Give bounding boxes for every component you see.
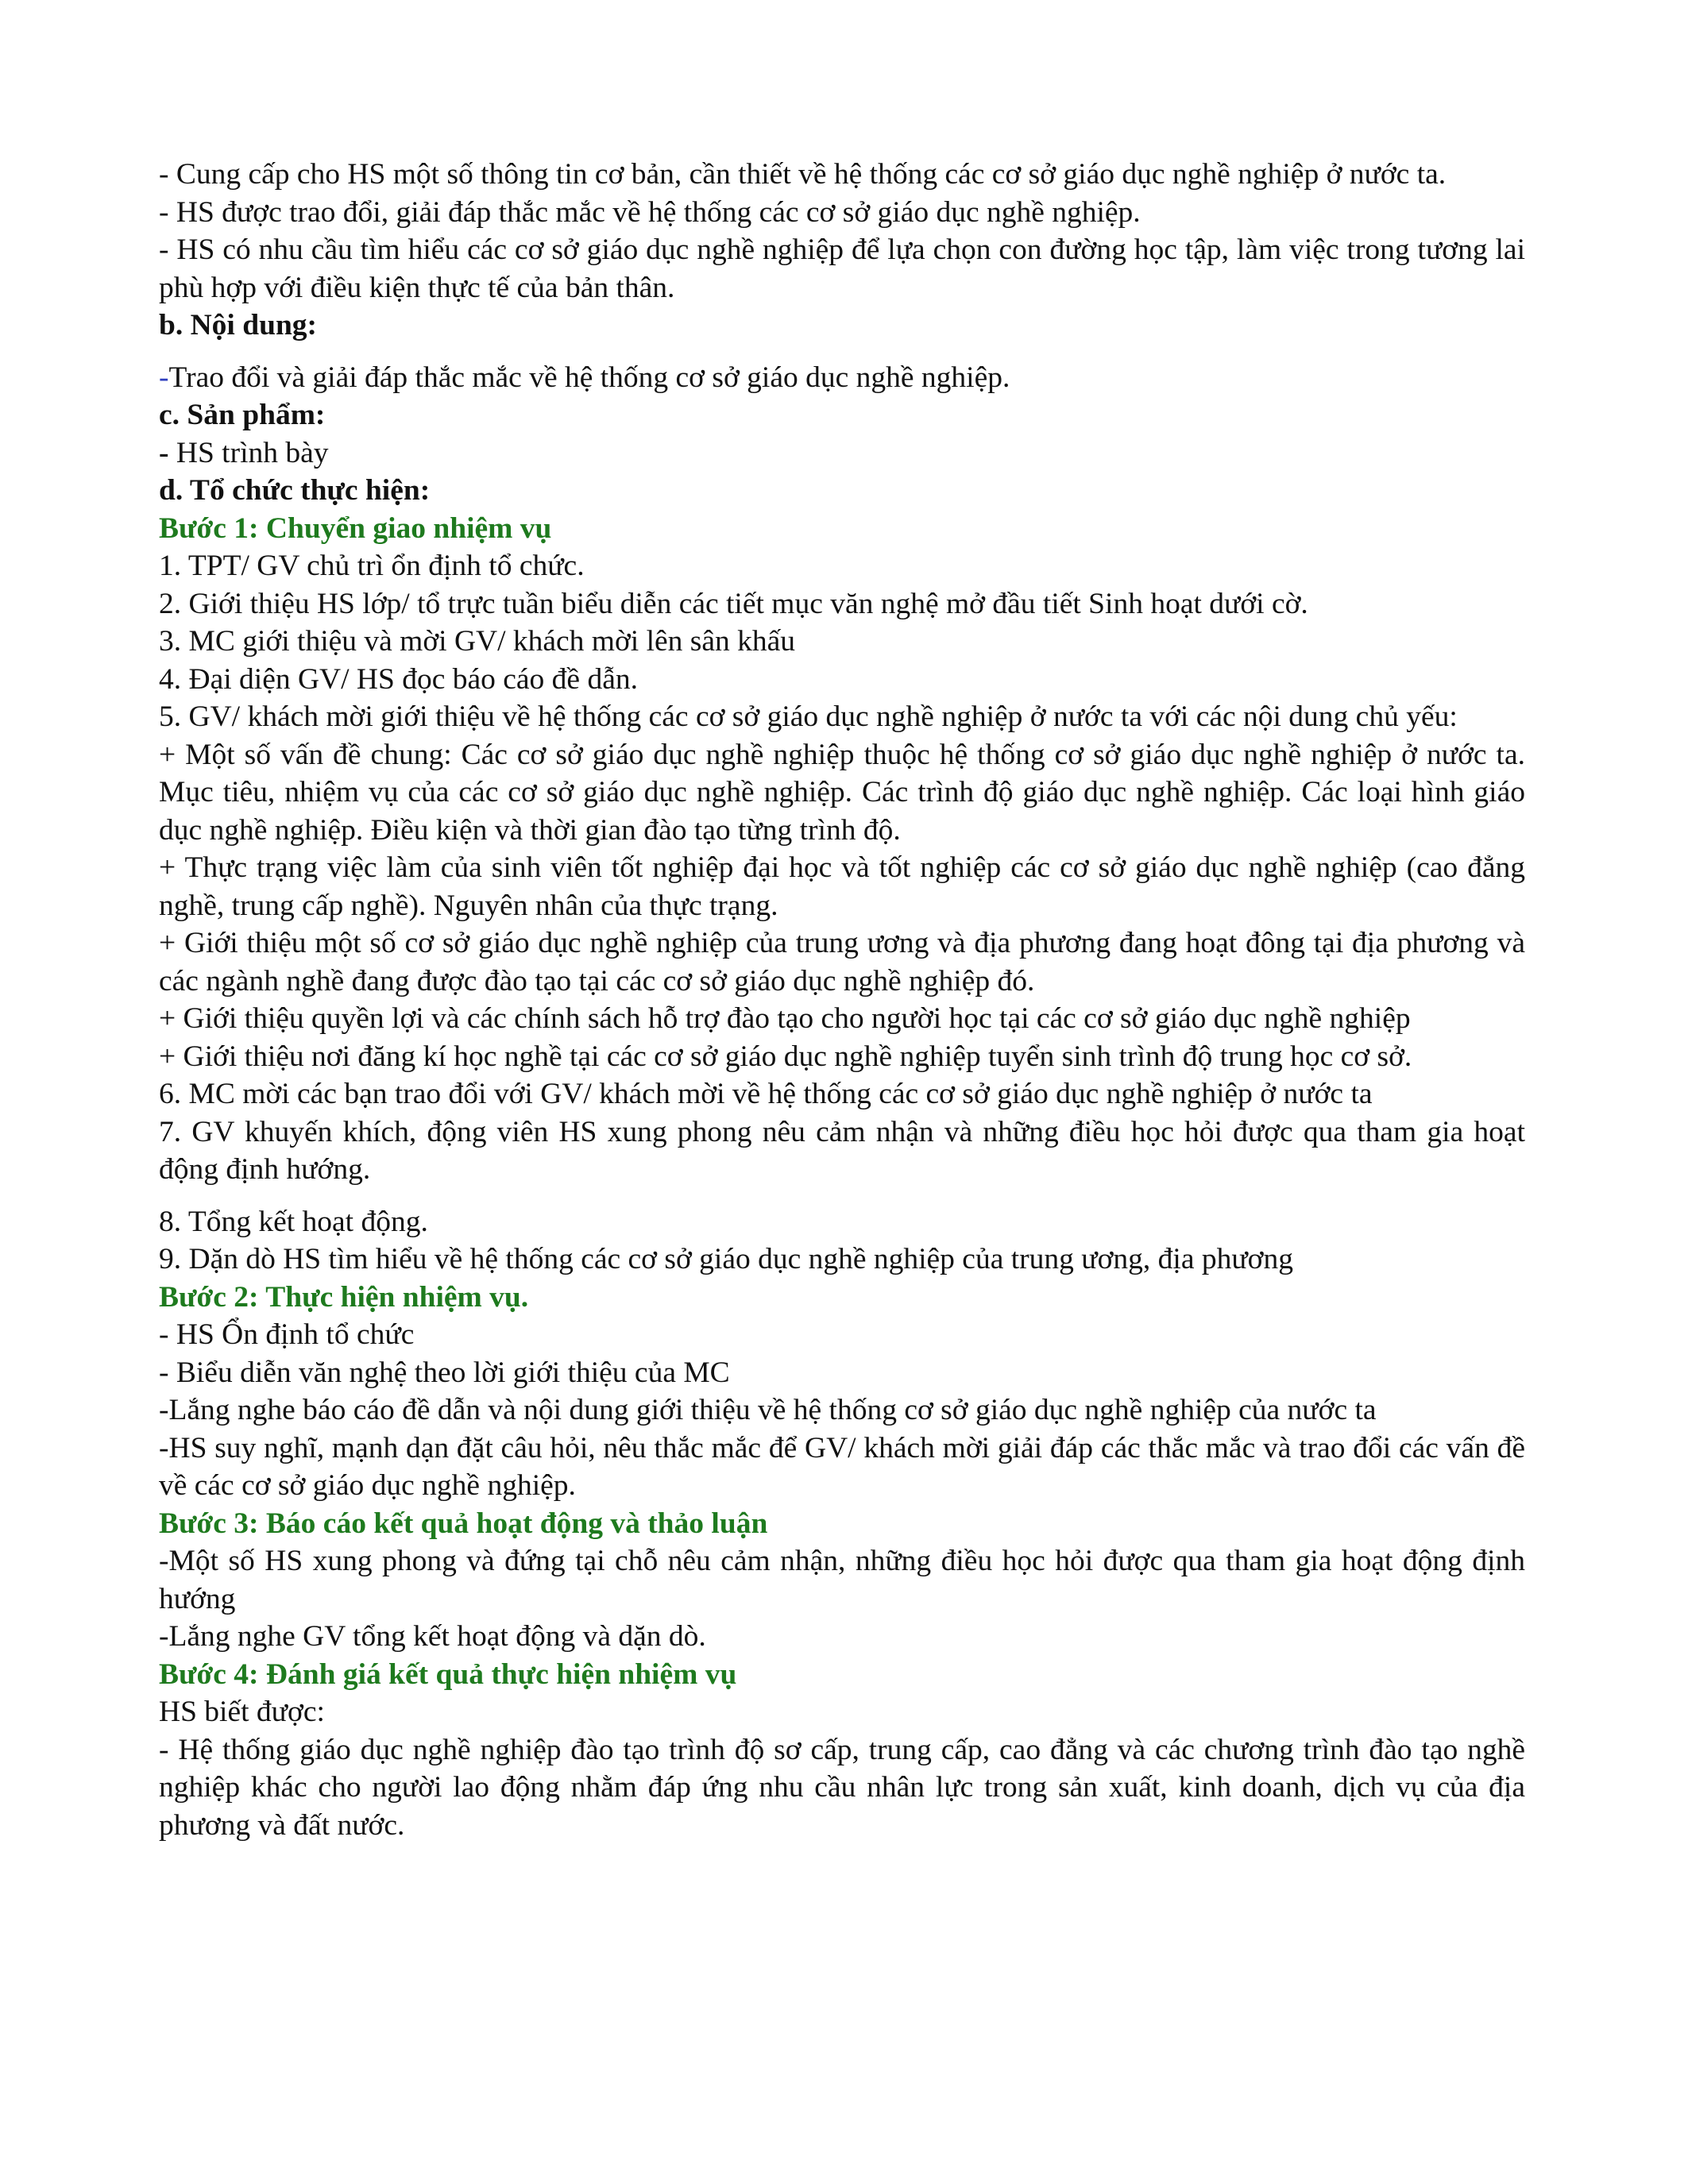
step1-item: 4. Đại diện GV/ HS đọc báo cáo đề dẫn. bbox=[159, 662, 638, 696]
product-text bbox=[159, 434, 1525, 473]
document-page bbox=[159, 156, 1525, 1844]
step1-item: 2. Giới thiệu HS lớp/ tổ trực tuần biểu diễn các tiết mục văn nghệ mở đầu tiết Sinh hoạt dưới cờ. bbox=[159, 587, 1308, 620]
step2-item: -HS suy nghĩ, mạnh dạn đặt câu hỏi, nêu thắc mắc để GV/ khách mời giải đáp các thắc mắc và trao đổi các vấn đề về các cơ sở giáo dục nghề nghiệp. bbox=[159, 1431, 1525, 1502]
step1-item: + Giới thiệu nơi đăng kí học nghề tại các cơ sở giáo dục nghề nghiệp tuyển sinh trình độ trung học cơ sở. bbox=[159, 1040, 1412, 1073]
content-dash: - bbox=[159, 361, 169, 394]
product-heading: c. Sản phẩm: bbox=[159, 399, 326, 431]
step4-item: HS biết được: bbox=[159, 1696, 325, 1728]
step1-item: + Giới thiệu quyền lợi và các chính sách hỗ trợ đào tạo cho người học tại các cơ sở giáo dục nghề nghiệp bbox=[159, 1002, 1411, 1035]
step2-item: -Lắng nghe báo cáo đề dẫn và nội dung giới thiệu về hệ thống cơ sở giáo dục nghề nghiệp của nước ta bbox=[159, 1394, 1377, 1426]
step1-item: 6. MC mời các bạn trao đổi với GV/ khách mời về hệ thống các cơ sở giáo dục nghề nghiệp ở nước ta bbox=[159, 1078, 1373, 1110]
step1-item: 1. TPT/ GV chủ trì ổn định tổ chức. bbox=[159, 550, 585, 582]
step2-item: - HS Ổn định tổ chức bbox=[159, 1318, 415, 1351]
step2-title: Bước 2: Thực hiện nhiệm vụ. bbox=[159, 1280, 529, 1314]
step1-item: 5. GV/ khách mời giới thiệu về hệ thống các cơ sở giáo dục nghề nghiệp ở nước ta với các nội dung chủ yếu: bbox=[159, 700, 1458, 733]
step3-item: -Lắng nghe GV tổng kết hoạt động và dặn dò. bbox=[159, 1620, 706, 1653]
step1-item: 7. GV khuyến khích, động viên HS xung phong nêu cảm nhận và những điều học hỏi được qua tham gia hoạt động định hướng. bbox=[159, 1115, 1525, 1186]
step4-item: - Hệ thống giáo dục nghề nghiệp đào tạo trình độ sơ cấp, trung cấp, cao đẳng và các chương trình đào tạo nghề nghiệp khác cho người lao động nhằm đáp ứng nhu cầu nhân lực trong sản xuất, kinh doanh, dịch vụ của địa phương và đất nước. bbox=[159, 1733, 1525, 1842]
content-heading: b. Nội dung: bbox=[159, 309, 318, 341]
step1-item: + Giới thiệu một số cơ sở giáo dục nghề nghiệp của trung ương và địa phương đang hoạt đông tại địa phương và các ngành nghề đang được đào tạo tại các cơ sở giáo dục nghề nghiệp đó. bbox=[159, 927, 1525, 997]
organize-heading: d. Tổ chức thực hiện: bbox=[159, 474, 431, 507]
content-body: Trao đổi và giải đáp thắc mắc về hệ thống cơ sở giáo dục nghề nghiệp. bbox=[168, 361, 1010, 394]
intro-line-3: - HS có nhu cầu tìm hiểu các cơ sở giáo dục nghề nghiệp để lựa chọn con đường học tập, làm việc trong tương lai phù hợp với điều kiện thực tế của bản thân. bbox=[159, 233, 1525, 304]
step2-item: - Biểu diễn văn nghệ theo lời giới thiệu của MC bbox=[159, 1356, 730, 1389]
step1-item: 3. MC giới thiệu và mời GV/ khách mời lên sân khấu bbox=[159, 625, 796, 658]
step1-item: + Thực trạng việc làm của sinh viên tốt nghiệp đại học và tốt nghiệp các cơ sở giáo dục nghề nghiệp (cao đẳng nghề, trung cấp nghề). Nguyên nhân của thực trạng. bbox=[159, 851, 1525, 922]
intro-line-2: - HS được trao đổi, giải đáp thắc mắc về hệ thống các cơ sở giáo dục nghề nghiệp. bbox=[159, 195, 1141, 229]
step3-title: Bước 3: Báo cáo kết quả hoạt động và thảo luận bbox=[159, 1507, 768, 1540]
product-body: HS trình bày bbox=[168, 436, 329, 469]
step1-title: Bước 1: Chuyển giao nhiệm vụ bbox=[159, 511, 552, 545]
product-dash: - bbox=[159, 436, 169, 469]
step4-title: Bước 4: Đánh giá kết quả thực hiện nhiệm vụ bbox=[159, 1657, 737, 1691]
step1-item: 8. Tổng kết hoạt động. bbox=[159, 1205, 428, 1238]
step1-item: + Một số vấn đề chung: Các cơ sở giáo dục nghề nghiệp thuộc hệ thống cơ sở giáo dục nghề nghiệp ở nước ta. Mục tiêu, nhiệm vụ của các cơ sở giáo dục nghề nghiệp. Các trình độ giáo dục nghề nghiệp. Các loại hình giáo dục nghề nghiệp. Điều kiện và thời gian đào tạo từng trình độ. bbox=[159, 738, 1525, 847]
step3-item: -Một số HS xung phong và đứng tại chỗ nêu cảm nhận, những điều học hỏi được qua tham gia hoạt động định hướng bbox=[159, 1545, 1525, 1615]
step1-item: 9. Dặn dò HS tìm hiểu về hệ thống các cơ sở giáo dục nghề nghiệp của trung ương, địa phương bbox=[159, 1243, 1294, 1275]
content-text bbox=[159, 359, 1525, 397]
intro-line-1: - Cung cấp cho HS một số thông tin cơ bản, cần thiết về hệ thống các cơ sở giáo dục nghề nghiệp ở nước ta. bbox=[159, 158, 1447, 191]
